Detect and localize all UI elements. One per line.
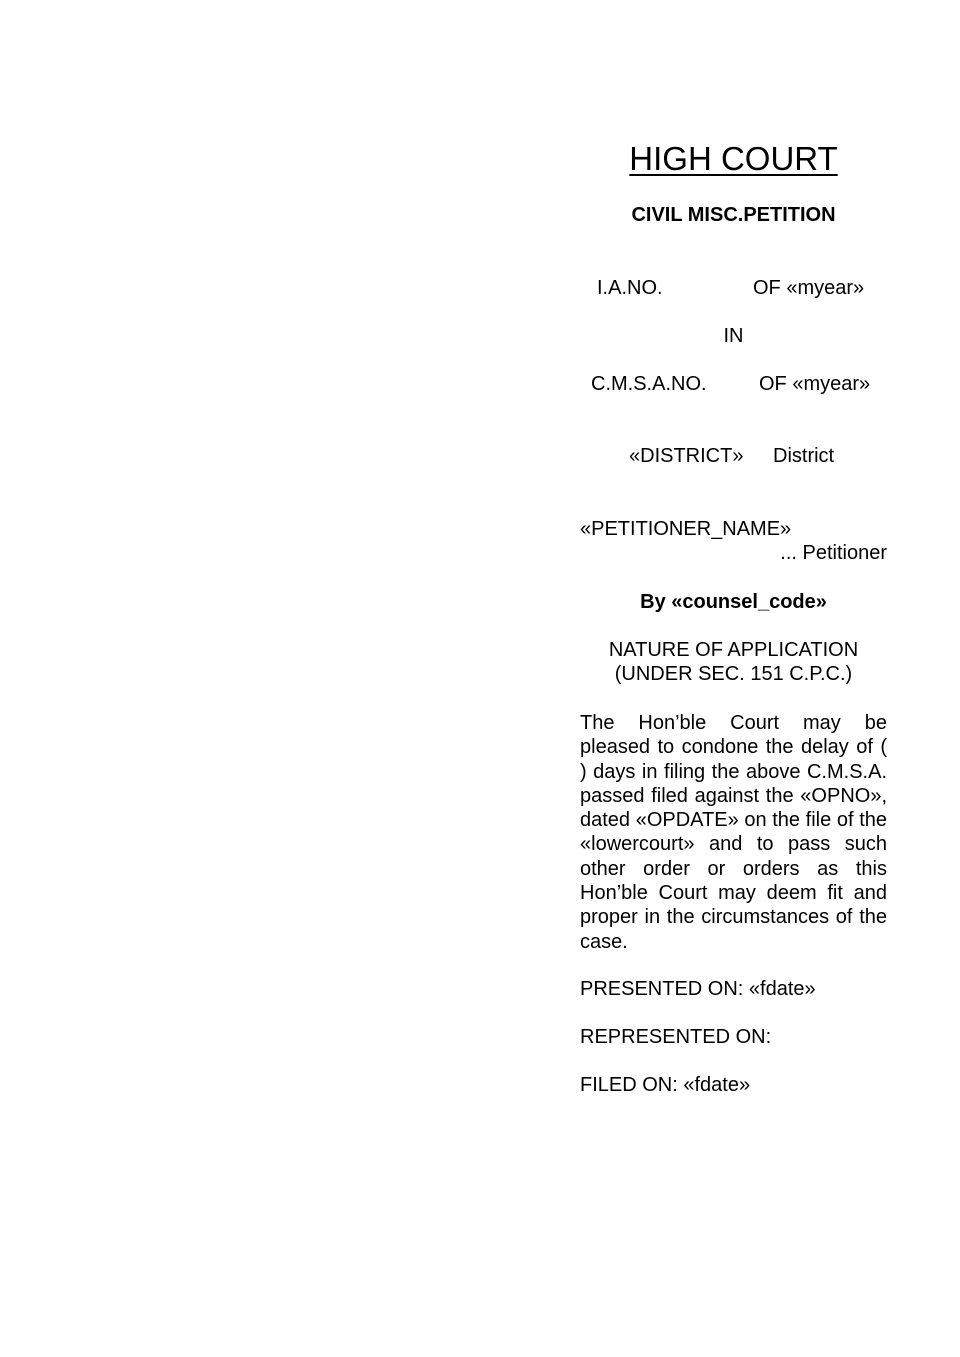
in-label: IN [723, 325, 744, 347]
district-label: District [773, 445, 835, 467]
ia-number-label: I.A.NO. [597, 277, 663, 299]
prayer-paragraph: The Hon’ble Court may be pleased to condone the delay of ( ) days in filing the above C.M.S.A. passed filed against the «OPNO», dated «OPDATE» on the file of the «lowercourt» and to pass such other order or orders as this Hon’ble Court may deem fit and proper in the circumstances of the case. [580, 712, 887, 953]
ia-year-label: OF «myear» [753, 277, 865, 299]
petitioner-role: ... Petitioner [780, 542, 887, 564]
represented-on: REPRESENTED ON: [580, 1026, 772, 1048]
district-field: «DISTRICT» [629, 445, 744, 467]
petitioner-name: «PETITIONER_NAME» [580, 518, 792, 540]
court-title: HIGH COURT [629, 140, 838, 177]
nature-section: (UNDER SEC. 151 C.P.C.) [614, 663, 853, 685]
nature-heading: NATURE OF APPLICATION [608, 639, 859, 661]
cmsa-year-label: OF «myear» [759, 373, 871, 395]
cmsa-number-label: C.M.S.A.NO. [591, 373, 707, 395]
petition-type: CIVIL MISC.PETITION [631, 204, 836, 226]
counsel-line: By «counsel_code» [640, 591, 827, 613]
presented-on: PRESENTED ON: «fdate» [580, 978, 816, 1000]
filed-on: FILED ON: «fdate» [580, 1074, 751, 1096]
